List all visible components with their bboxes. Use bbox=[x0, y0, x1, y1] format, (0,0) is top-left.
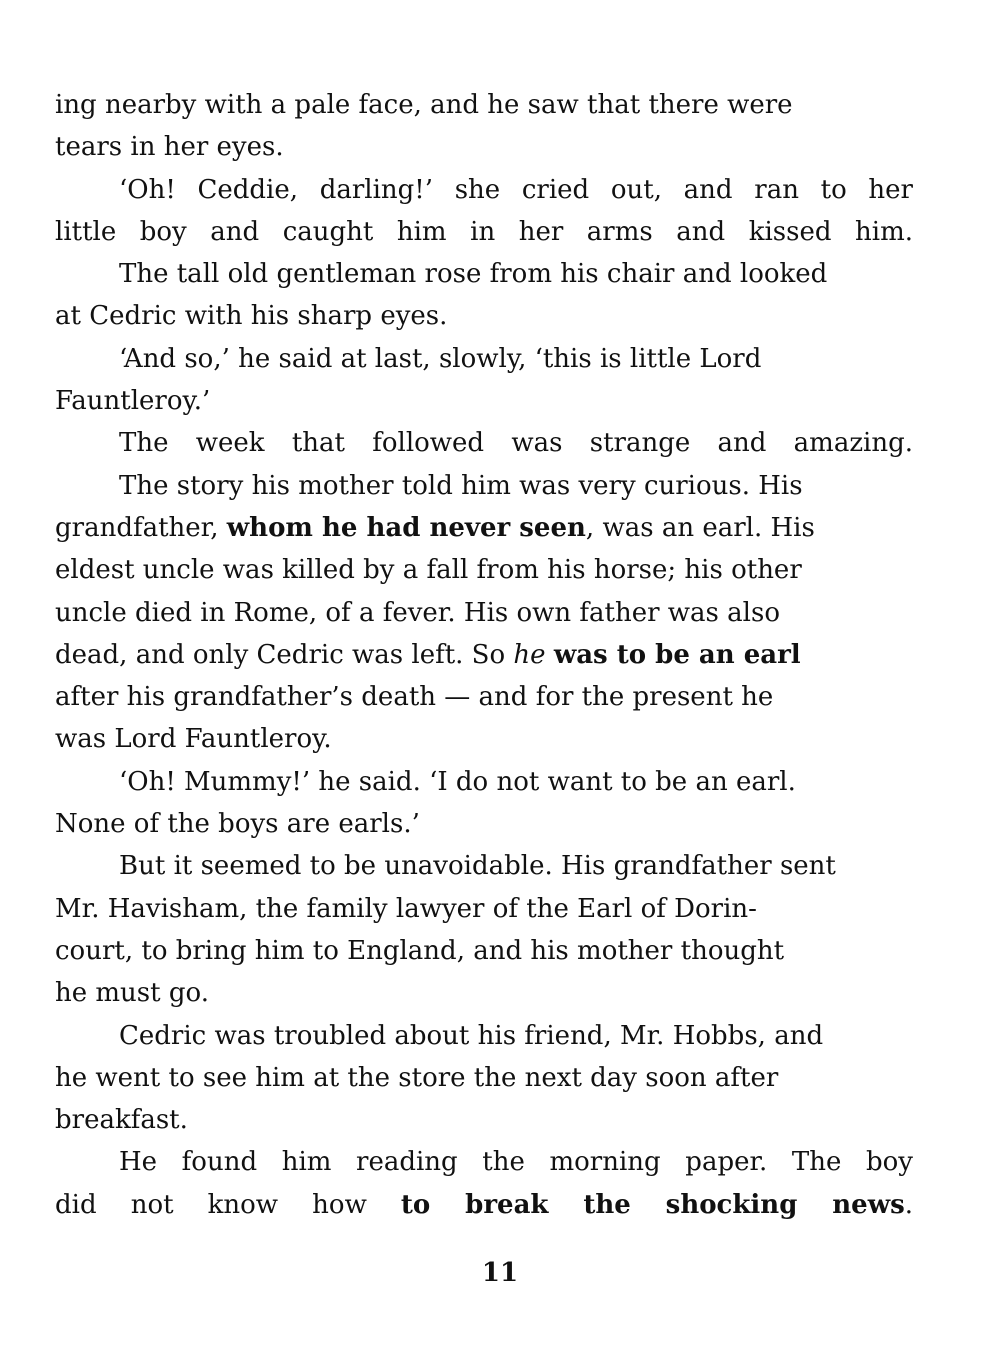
text-segment: . bbox=[904, 1189, 913, 1220]
text-line bbox=[55, 936, 784, 966]
paragraph bbox=[55, 338, 913, 423]
text-segment: The week that followed was strange and amazing. bbox=[119, 428, 913, 459]
text-segment: after his grandfather’s death — and for the present he bbox=[55, 682, 774, 713]
text-line bbox=[55, 640, 801, 670]
bold-phrase: was to be an earl bbox=[553, 639, 801, 670]
text-line bbox=[119, 851, 836, 881]
text-segment: dead, and only Cedric was left. So bbox=[55, 639, 514, 670]
text-line bbox=[119, 1147, 913, 1177]
body-text bbox=[55, 84, 913, 1226]
text-line bbox=[55, 90, 793, 120]
bold-phrase: to break the shocking news bbox=[400, 1189, 905, 1220]
paragraph bbox=[55, 465, 913, 761]
paragraph bbox=[55, 169, 913, 254]
text-line bbox=[55, 682, 773, 712]
paragraph bbox=[55, 253, 913, 338]
paragraph bbox=[55, 845, 913, 1014]
text-line bbox=[55, 809, 420, 839]
text-line bbox=[55, 386, 210, 416]
bold-phrase: whom he had never seen bbox=[226, 512, 586, 543]
text-line bbox=[55, 1063, 778, 1093]
text-segment: ing nearby with a pale face, and he saw that there were bbox=[55, 90, 793, 120]
text-segment: The story his mother told him was very curious. His bbox=[119, 470, 803, 501]
text-line bbox=[119, 1021, 823, 1051]
text-line bbox=[55, 894, 757, 924]
text-line bbox=[55, 724, 332, 754]
text-segment: Fauntleroy.’ bbox=[55, 386, 211, 417]
text-line bbox=[55, 132, 284, 162]
text-line bbox=[55, 598, 780, 628]
text-segment: ‘Oh! Ceddie, darling!’ she cried out, and ran to her bbox=[119, 174, 913, 205]
text-line bbox=[119, 767, 796, 797]
italic-word: he bbox=[513, 639, 546, 670]
text-segment: He found him reading the morning paper. The boy bbox=[119, 1147, 913, 1178]
text-segment: , was an earl. His bbox=[585, 512, 815, 543]
text-segment: None of the boys are earls.’ bbox=[55, 809, 420, 840]
text-segment: court, to bring him to England, and his mother thought bbox=[55, 935, 785, 966]
text-line bbox=[119, 471, 803, 501]
text-line bbox=[55, 1190, 913, 1220]
paragraph bbox=[55, 1015, 913, 1142]
text-segment: he must go. bbox=[55, 978, 209, 1009]
text-line bbox=[55, 301, 447, 331]
text-line bbox=[55, 217, 913, 247]
paragraph bbox=[55, 761, 913, 846]
text-segment: was Lord Fauntleroy. bbox=[55, 724, 332, 755]
text-segment: But it seemed to be unavoidable. His grandfather sent bbox=[119, 851, 836, 882]
paragraph bbox=[55, 1141, 913, 1226]
text-segment: tears in her eyes. bbox=[55, 132, 284, 163]
text-segment: little boy and caught him in her arms and kissed him. bbox=[55, 216, 913, 247]
text-segment: eldest uncle was killed by a fall from his horse; his other bbox=[55, 555, 802, 586]
text-segment: he went to see him at the store the next day soon after bbox=[55, 1062, 779, 1093]
paragraph bbox=[55, 422, 913, 464]
text-segment: ‘Oh! Mummy!’ he said. ‘I do not want to be an earl. bbox=[119, 766, 796, 797]
text-segment: ‘And so,’ he said at last, slowly, ‘this is little Lord bbox=[119, 343, 762, 374]
text-line bbox=[55, 555, 802, 585]
text-line bbox=[119, 259, 827, 289]
page-number: 11 bbox=[481, 1258, 519, 1288]
text-segment: uncle died in Rome, of a fever. His own father was also bbox=[55, 597, 780, 628]
text-segment bbox=[546, 640, 554, 670]
text-segment: breakfast. bbox=[55, 1105, 188, 1136]
text-line bbox=[119, 428, 913, 458]
text-segment: Mr. Havisham, the family lawyer of the Earl of Dorin- bbox=[55, 893, 757, 924]
text-segment: at Cedric with his sharp eyes. bbox=[55, 301, 448, 332]
text-line bbox=[119, 344, 761, 374]
text-segment: did not know how bbox=[55, 1189, 401, 1220]
text-segment: The tall old gentleman rose from his chair and looked bbox=[119, 259, 828, 290]
paragraph bbox=[55, 84, 913, 169]
text-segment: Cedric was troubled about his friend, Mr. Hobbs, and bbox=[119, 1020, 824, 1051]
text-line bbox=[119, 175, 913, 205]
text-line bbox=[55, 1105, 188, 1135]
text-line bbox=[55, 513, 815, 543]
text-segment: grandfather, bbox=[55, 512, 227, 543]
text-line bbox=[55, 978, 209, 1008]
